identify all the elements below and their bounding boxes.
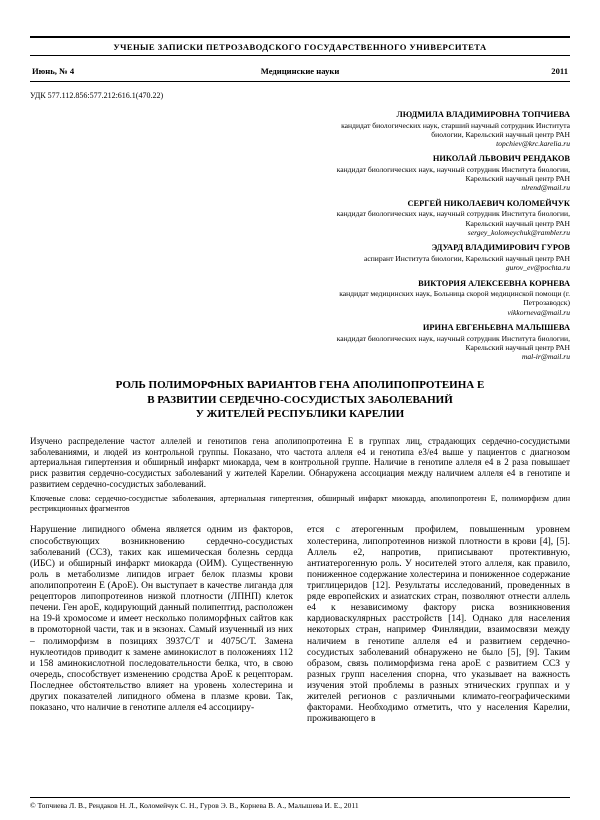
author-email: topchiev@krc.karelia.ru	[496, 139, 570, 148]
authors-block	[30, 110, 570, 362]
abstract-paragraph: Изучено распределение частот аллелей и генотипов гена аполипопротеина Е в группах лиц, страдающих сердечно-сосудистыми заболеваниями, и людей из контрольной группы. Показано, что частота аллеля е4 и генотипа е3/е4 выше у пациентов с диагнозом артериальная гипертензия и обширный инфаркт миокарда, чем в контрольной группе. Наличие в генотипе аллеля е4 в 2 раза повышает риск развития сердечно-сосудистых заболеваний у жителей Карелии. Обнаружена ассоциация между наличием аллеля е4 в генотипе и развитием сердечно-сосудистых заболеваний.	[30, 436, 570, 489]
body-column-right: ется с атерогенным профилем, повышенным уровнем холестерина, липопротеинов низкой плотности в крови [4], [5]. Аллель е2, напротив, приписывают протективную, антиатерогенную роль. У носителей этого аллеля, как правило, пониженное содержание холестерина и пониженное содержание триглицеридов [12]. Результаты исследований, проведенных в ряде европейских и азиатских стран, позволяют отнести аллель е4 к независимому фактору риска возникновения кардиоваскулярных расстройств [14]. Однако для населения некоторых стран, например Финляндии, взаимосвязи между наличием в генотипе аллеля е4 и развитием сердечно-сосудистых заболеваний обнаружено не было [5], [9]. Таким образом, связь полиморфизма гена ароЕ с развитием ССЗ у разных групп населения спорна, что указывает на важность изучения этой проблемы в разных этнических группах и у жителей регионов с различными климато-географическими факторами. Необходимо отметить, что у населения Карелии, проживающего в	[307, 525, 570, 725]
author-entry	[30, 323, 570, 361]
author-affiliation: кандидат биологических наук, научный сотрудник Института биологии, Карельский научный центр РАН	[336, 209, 570, 228]
journal-title: УЧЕНЫЕ ЗАПИСКИ ПЕТРОЗАВОДСКОГО ГОСУДАРСТВЕННОГО УНИВЕРСИТЕТА	[113, 42, 487, 52]
copyright-line: © Топчиева Л. В., Рендаков Н. Л., Коломейчук С. Н., Гуров Э. В., Корнева В. А., Малышева И. Е., 2011	[30, 801, 359, 810]
issue-rule	[30, 81, 570, 82]
author-affiliation: кандидат биологических наук, научный сотрудник Института биологии, Карельский научный центр РАН	[336, 164, 570, 184]
author-affiliation: кандидат биологических наук, научный сотрудник Института биологии, Карельский научный центр РАН	[336, 333, 570, 352]
author-name: ЛЮДМИЛА ВЛАДИМИРОВНА ТОПЧИЕВА	[396, 110, 570, 119]
author-name: ВИКТОРИЯ АЛЕКСЕЕВНА КОРНЕВА	[418, 278, 570, 288]
author-name: ЭДУАРД ВЛАДИМИРОВИЧ ГУРОВ	[431, 243, 570, 253]
author-entry	[30, 110, 570, 148]
masthead-rule-bottom	[30, 55, 570, 56]
author-name: ИРИНА ЕВГЕНЬЕВНА МАЛЫШЕВА	[422, 323, 570, 333]
author-name: СЕРГЕЙ НИКОЛАЕВИЧ КОЛОМЕЙЧУК	[407, 198, 570, 208]
author-email: nlrend@mail.ru	[521, 183, 570, 193]
author-entry	[30, 243, 570, 272]
title-line: В РАЗВИТИИ СЕРДЕЧНО-СОСУДИСТЫХ ЗАБОЛЕВАНИЙ	[147, 393, 453, 406]
body-columns	[30, 525, 570, 725]
author-name: НИКОЛАЙ ЛЬВОВИЧ РЕНДАКОВ	[432, 154, 570, 164]
footer-rule	[30, 797, 570, 798]
issue-row	[30, 66, 570, 81]
author-affiliation: кандидат медицинских наук, Больница скорой медицинской помощи (г. Петрозаводск)	[339, 289, 570, 308]
issue-month: Июнь, № 4	[32, 66, 75, 76]
author-entry	[30, 199, 570, 237]
author-email: vikkorneva@mail.ru	[507, 307, 570, 317]
keywords-paragraph: Ключевые слова: сердечно-сосудистые заболевания, артериальная гипертензия, обширный инфаркт миокарда, аполипопротеин Е, полиморфизм длин рестрикционных фрагментов	[30, 494, 570, 513]
issue-section: Медицинские науки	[260, 66, 340, 76]
author-affiliation: кандидат биологических наук, старший научный сотрудник Института биологии, Карельский научный центр РАН	[341, 120, 570, 139]
author-email: sergey_kolomeychuk@rambler.ru	[467, 227, 570, 237]
page-footer	[30, 797, 570, 810]
author-email: gurov_ev@pochta.ru	[505, 263, 570, 273]
article-title	[30, 378, 570, 423]
issue-year: 2011	[551, 66, 569, 76]
title-line: РОЛЬ ПОЛИМОРФНЫХ ВАРИАНТОВ ГЕНА АПОЛИПОПРОТЕИНА Е	[115, 378, 485, 391]
author-affiliation: аспирант Института биологии, Карельский научный центр РАН	[363, 253, 570, 263]
author-email: mal-ir@mail.ru	[521, 352, 570, 362]
masthead	[30, 36, 570, 56]
title-line: У ЖИТЕЛЕЙ РЕСПУБЛИКИ КАРЕЛИИ	[195, 408, 405, 421]
author-entry	[30, 279, 570, 317]
author-entry	[30, 154, 570, 192]
udc-line: УДК 577.112.856:577.212:616.1(470.22)	[30, 91, 164, 100]
body-column-left: Нарушение липидного обмена является одним из факторов, способствующих возникновению сердечно-сосудистых заболеваний (ССЗ), таких как ишемическая болезнь сердца (ИБС) и обширный инфаркт миокарда (ОИМ). Существенную роль в метаболизме липидов играет белок плазмы крови аполипопротеин Е (АроЕ). Он выступает в качестве лиганда для рецепторов липопротеинов низкой плотности (ЛПНП) клеток печени. Ген ароЕ, кодирующий данный полипептид, расположен на 19-й хромосоме и имеет несколько полиморфных сайтов как в промоторной части, так и в экзонах. Самый изученный из них – полиморфизм в позициях 3937С/Т и 4075С/Т. Замена нуклеотидов приводит к замене аминокислот в положениях 112 и 158 аминокислотной последовательности белка, что, в свою очередь, способствует изменению сродства АроЕ к рецепторам. Последнее обстоятельство влияет на уровень холестерина и других показателей липидного обмена в плазме крови. Так, показано, что наличие в генотипе аллеля е4 ассоцииру-	[30, 525, 293, 714]
